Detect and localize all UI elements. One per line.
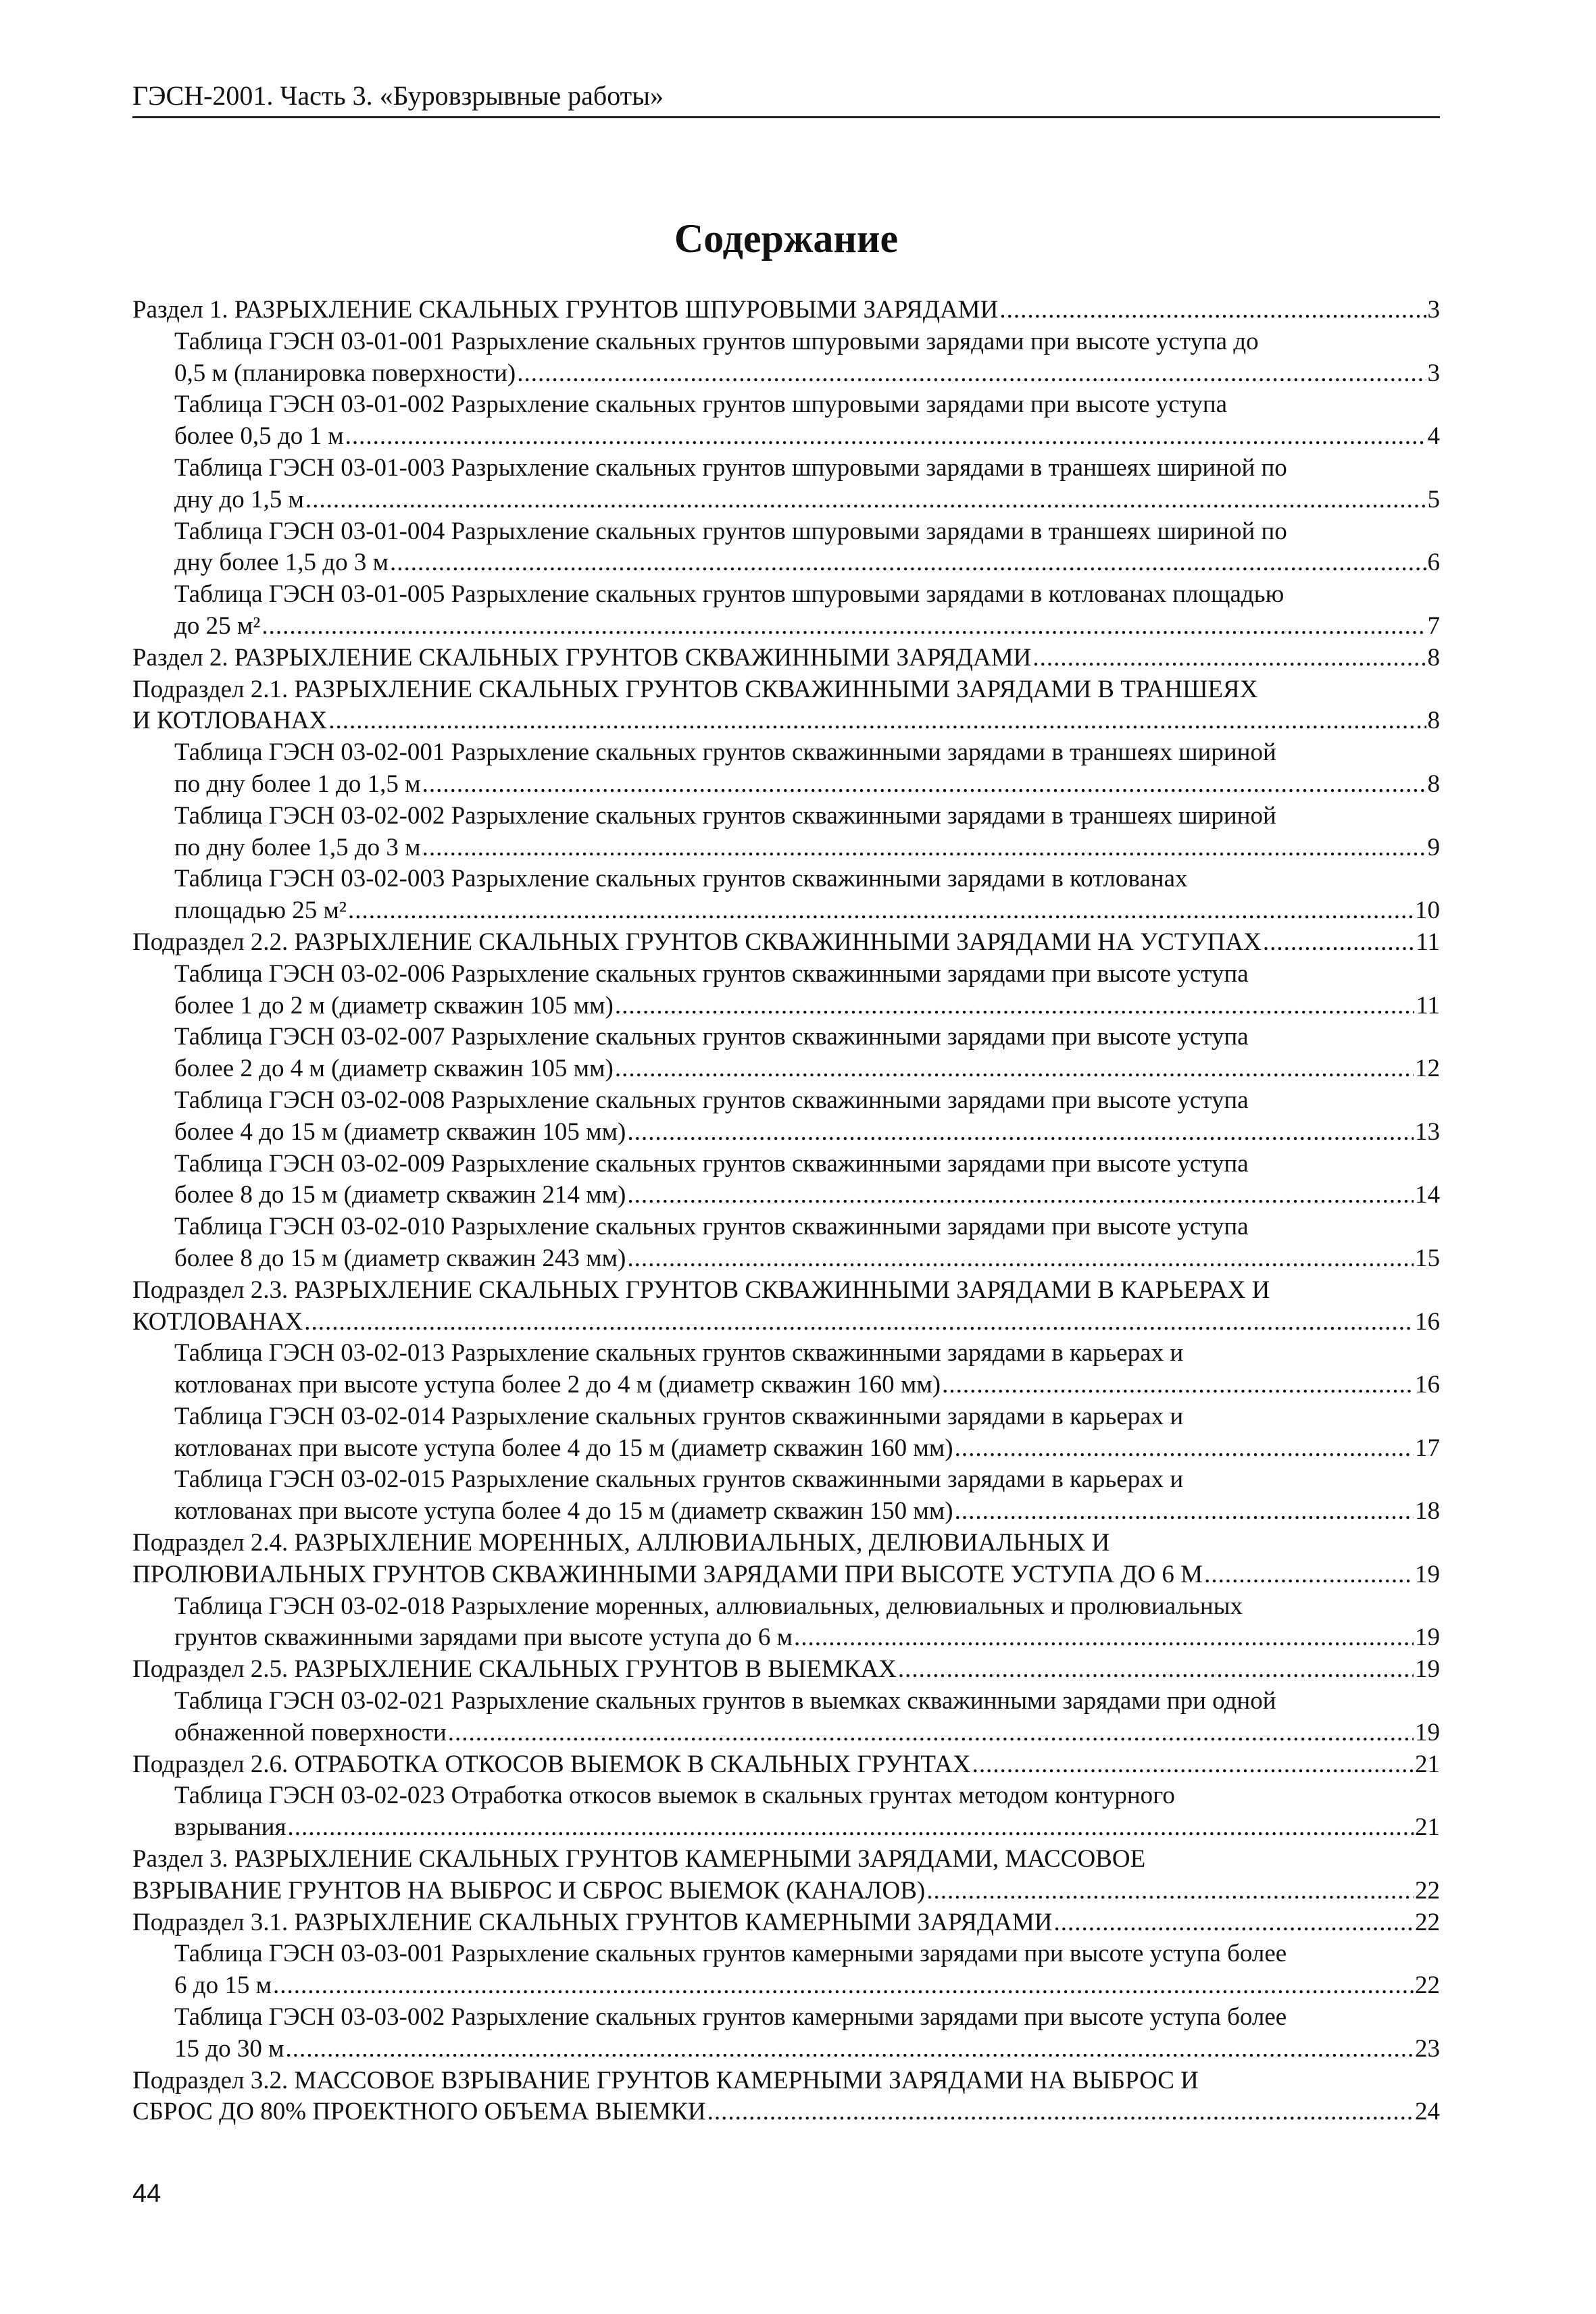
toc-entry-line: Таблица ГЭСН 03-02-018 Разрыхление моренных, аллювиальных, делювиальных и пролювиальных: [174, 1592, 1243, 1620]
toc-entry-line: Таблица ГЭСН 03-01-001 Разрыхление скальных грунтов шпуровыми зарядами при высоте уступа до: [174, 327, 1259, 355]
toc-table-entry[interactable]: [132, 1591, 1440, 1655]
toc-entry-last-line: [174, 769, 1440, 801]
toc-page-number: 23: [1415, 2034, 1440, 2063]
dot-leader: [517, 358, 1426, 390]
toc-entry-line: Таблица ГЭСН 03-02-008 Разрыхление скальных грунтов скважинными зарядами при высоте уступа: [174, 1086, 1249, 1114]
dot-leader: [286, 2034, 1414, 2065]
toc-page-number: 6: [1427, 549, 1440, 577]
toc-entry-line: Таблица ГЭСН 03-01-005 Разрыхление скальных грунтов шпуровыми зарядами в котлованах площадью: [174, 580, 1285, 609]
toc-entry-title: площадью 25 м²: [174, 897, 347, 925]
toc-entry-last-line: [132, 1654, 1440, 1686]
toc-entry-title: ВЗРЫВАНИЕ ГРУНТОВ НА ВЫБРОС И СБРОС ВЫЕМОК (КАНАЛОВ): [132, 1876, 926, 1905]
toc-section-entry[interactable]: [132, 2065, 1440, 2129]
toc-table-entry[interactable]: [132, 1401, 1440, 1465]
toc-page-number: 21: [1415, 1813, 1440, 1842]
toc-entry-last-line: [174, 358, 1440, 390]
toc-page-number: 14: [1415, 1181, 1440, 1209]
toc-page-number: 3: [1427, 296, 1440, 324]
dot-leader: [615, 990, 1415, 1022]
toc-page-number: 19: [1415, 1624, 1440, 1652]
toc-table-entry[interactable]: [132, 737, 1440, 801]
toc-entry-title: 6 до 15 м: [174, 1971, 272, 2000]
dot-leader: [955, 1433, 1414, 1465]
toc-entry-line: Таблица ГЭСН 03-02-003 Разрыхление скальных грунтов скважинными зарядами в котлованах: [174, 865, 1188, 893]
dot-leader: [287, 1812, 1414, 1844]
toc-page-number: 7: [1427, 611, 1440, 640]
toc-entry-last-line: [174, 1053, 1440, 1085]
toc-entry-last-line: [132, 705, 1440, 737]
toc-entry-last-line: [174, 1243, 1440, 1275]
toc-entry-line: Таблица ГЭСН 03-02-014 Разрыхление скальных грунтов скважинными зарядами в карьерах и: [174, 1402, 1184, 1430]
dot-leader: [1053, 1907, 1414, 1939]
toc-entry-title: дну до 1,5 м: [174, 485, 304, 513]
toc-page-number: 8: [1427, 707, 1440, 735]
dot-leader: [627, 1117, 1414, 1149]
toc-entry-last-line: [174, 990, 1440, 1022]
toc-entry-last-line: [174, 832, 1440, 864]
toc-entry-title: Подраздел 2.6. ОТРАБОТКА ОТКОСОВ ВЫЕМОК В СКАЛЬНЫХ ГРУНТАХ: [132, 1750, 971, 1778]
toc-page-number: 11: [1416, 991, 1440, 1020]
toc-entry-last-line: [174, 1496, 1440, 1528]
toc-entry-last-line: [132, 1876, 1440, 1907]
dot-leader: [304, 1307, 1414, 1338]
toc-entry-line: Раздел 3. РАЗРЫХЛЕНИЕ СКАЛЬНЫХ ГРУНТОВ КАМЕРНЫМИ ЗАРЯДАМИ, МАССОВОЕ: [132, 1845, 1146, 1873]
toc-page-number: 18: [1415, 1497, 1440, 1526]
dot-leader: [305, 484, 1426, 516]
dot-leader: [328, 705, 1426, 737]
toc-entry-last-line: [132, 2096, 1440, 2128]
dot-leader: [348, 895, 1414, 927]
toc-page-number: 5: [1427, 485, 1440, 513]
toc-page-number: 16: [1415, 1307, 1440, 1336]
toc-entry-last-line: [174, 1622, 1440, 1654]
toc-entry-title: Подраздел 2.5. РАЗРЫХЛЕНИЕ СКАЛЬНЫХ ГРУНТОВ В ВЫЕМКАХ: [132, 1655, 897, 1684]
toc-entry-last-line: [174, 1970, 1440, 2002]
toc-entry-last-line: [174, 1180, 1440, 1211]
toc-table-entry[interactable]: [132, 1464, 1440, 1528]
dot-leader: [972, 1749, 1414, 1781]
toc-entry-line: Таблица ГЭСН 03-02-009 Разрыхление скальных грунтов скважинными зарядами при высоте уступа: [174, 1149, 1249, 1178]
toc-entry-title: обнаженной поверхности: [174, 1718, 447, 1746]
toc-entry-title: до 25 м²: [174, 611, 261, 640]
toc-page-number: 21: [1415, 1750, 1440, 1778]
toc-table-entry[interactable]: [132, 579, 1440, 643]
dot-leader: [615, 1053, 1414, 1085]
toc-page-number: 10: [1415, 897, 1440, 925]
toc-entry-line: Таблица ГЭСН 03-02-010 Разрыхление скальных грунтов скважинными зарядами при высоте уступа: [174, 1213, 1249, 1241]
toc-page-number: 13: [1415, 1117, 1440, 1146]
toc-entry-last-line: [132, 1559, 1440, 1591]
toc-section-entry[interactable]: [132, 1275, 1440, 1338]
toc-entry-line: Таблица ГЭСН 03-02-013 Разрыхление скальных грунтов скважинными зарядами в карьерах и: [174, 1339, 1184, 1367]
toc-entry-title: ПРОЛЮВИАЛЬНЫХ ГРУНТОВ СКВАЖИННЫМИ ЗАРЯДАМИ ПРИ ВЫСОТЕ УСТУПА ДО 6 М: [132, 1560, 1203, 1588]
dot-leader: [1263, 927, 1415, 959]
dot-leader: [448, 1717, 1414, 1749]
toc-table-entry[interactable]: [132, 1149, 1440, 1212]
toc-entry-line: Таблица ГЭСН 03-01-004 Разрыхление скальных грунтов шпуровыми зарядами в траншеях шириной по: [174, 517, 1287, 545]
toc-entry-last-line: [132, 295, 1440, 326]
toc-entry-last-line: [132, 1307, 1440, 1338]
toc-entry-title: КОТЛОВАНАХ: [132, 1307, 303, 1336]
toc-page-number: 22: [1415, 1908, 1440, 1936]
toc-entry-title: грунтов скважинными зарядами при высоте уступа до 6 м: [174, 1624, 793, 1652]
dot-leader: [999, 295, 1426, 326]
dot-leader: [273, 1970, 1414, 2002]
toc-entry-line: Таблица ГЭСН 03-02-021 Разрыхление скальных грунтов в выемках скважинными зарядами при одной: [174, 1687, 1276, 1715]
dot-leader: [898, 1654, 1414, 1686]
toc-entry-line: Таблица ГЭСН 03-03-002 Разрыхление скальных грунтов камерными зарядами при высоте уступа более: [174, 2003, 1287, 2032]
toc-entry-last-line: [174, 895, 1440, 927]
toc-page-number: 16: [1415, 1371, 1440, 1399]
toc-entry-last-line: [174, 1369, 1440, 1401]
toc-entry-title: более 1 до 2 м (диаметр скважин 105 мм): [174, 991, 614, 1020]
toc-entry-title: 0,5 м (планировка поверхности): [174, 359, 516, 387]
toc-entry-last-line: [132, 643, 1440, 674]
toc-table-entry[interactable]: [132, 1938, 1440, 2002]
toc-entry-title: 15 до 30 м: [174, 2034, 284, 2063]
toc-entry-line: Таблица ГЭСН 03-02-023 Отработка откосов выемок в скальных грунтах методом контурного: [174, 1782, 1175, 1810]
toc-section-entry[interactable]: [132, 1528, 1440, 1591]
toc-entry-title: котлованах при высоте уступа более 4 до 15 м (диаметр скважин 150 мм): [174, 1497, 953, 1526]
toc-entry-last-line: [132, 1907, 1440, 1939]
toc-entry-title: более 4 до 15 м (диаметр скважин 105 мм): [174, 1117, 626, 1146]
dot-leader: [942, 1369, 1414, 1401]
page-number: 44: [132, 2180, 161, 2208]
toc-page-number: 8: [1427, 643, 1440, 672]
toc-entry-last-line: [132, 927, 1440, 959]
toc-section-entry[interactable]: [132, 295, 1440, 326]
dot-leader: [794, 1622, 1414, 1654]
toc-table-entry[interactable]: [132, 326, 1440, 390]
toc-section-entry[interactable]: [132, 1749, 1440, 1781]
toc-table-entry[interactable]: [132, 1022, 1440, 1085]
toc-entry-title: котлованах при высоте уступа более 2 до 4 м (диаметр скважин 160 мм): [174, 1371, 941, 1399]
dot-leader: [627, 1243, 1414, 1275]
toc-section-entry[interactable]: [132, 1844, 1440, 1907]
toc-page-number: 8: [1427, 770, 1440, 798]
toc-page-number: 19: [1415, 1718, 1440, 1746]
toc-page-number: 9: [1427, 833, 1440, 861]
dot-leader: [422, 769, 1426, 801]
toc-entry-title: взрывания: [174, 1813, 286, 1842]
toc-entry-title: Раздел 2. РАЗРЫХЛЕНИЕ СКАЛЬНЫХ ГРУНТОВ СКВАЖИННЫМИ ЗАРЯДАМИ: [132, 643, 1032, 672]
toc-entry-line: Таблица ГЭСН 03-01-003 Разрыхление скальных грунтов шпуровыми зарядами в траншеях шириной по: [174, 453, 1287, 482]
toc-entry-line: Подраздел 2.4. РАЗРЫХЛЕНИЕ МОРЕННЫХ, АЛЛЮВИАЛЬНЫХ, ДЕЛЮВИАЛЬНЫХ И: [132, 1529, 1110, 1557]
toc-page-number: 11: [1416, 928, 1440, 956]
running-header: ГЭСН-2001. Часть 3. «Буровзрывные работы»: [132, 80, 664, 111]
toc-table-entry[interactable]: [132, 453, 1440, 516]
toc-section-entry[interactable]: [132, 643, 1440, 674]
toc-entry-last-line: [174, 547, 1440, 579]
toc-entry-line: Таблица ГЭСН 03-02-015 Разрыхление скальных грунтов скважинными зарядами в карьерах и: [174, 1465, 1184, 1494]
dot-leader: [1204, 1559, 1414, 1591]
toc-entry-last-line: [174, 1717, 1440, 1749]
toc-entry-line: Таблица ГЭСН 03-03-001 Разрыхление скальных грунтов камерными зарядами при высоте уступа более: [174, 1940, 1287, 1968]
toc-page-number: 19: [1415, 1560, 1440, 1588]
toc-entry-last-line: [174, 2034, 1440, 2065]
dot-leader: [707, 2096, 1414, 2128]
toc-table-entry[interactable]: [132, 959, 1440, 1022]
toc-entry-title: более 2 до 4 м (диаметр скважин 105 мм): [174, 1055, 614, 1083]
page-title: Содержание: [674, 216, 899, 261]
toc-entry-last-line: [174, 1812, 1440, 1844]
dot-leader: [1032, 643, 1426, 674]
toc-entry-title: более 8 до 15 м (диаметр скважин 214 мм): [174, 1181, 626, 1209]
toc-entry-title: более 0,5 до 1 м: [174, 422, 344, 451]
dot-leader: [926, 1876, 1414, 1907]
toc-entry-line: Таблица ГЭСН 03-02-002 Разрыхление скальных грунтов скважинными зарядами в траншеях шириной: [174, 801, 1276, 830]
toc-page-number: 24: [1415, 2098, 1440, 2126]
toc-entry-last-line: [174, 1433, 1440, 1465]
toc-entry-line: Подраздел 2.1. РАЗРЫХЛЕНИЕ СКАЛЬНЫХ ГРУНТОВ СКВАЖИННЫМИ ЗАРЯДАМИ В ТРАНШЕЯХ: [132, 675, 1258, 703]
dot-leader: [390, 547, 1426, 579]
toc-table-entry[interactable]: [132, 1085, 1440, 1149]
toc-entry-last-line: [174, 1117, 1440, 1149]
toc-entry-line: Подраздел 3.2. МАССОВОЕ ВЗРЫВАНИЕ ГРУНТОВ КАМЕРНЫМИ ЗАРЯДАМИ НА ВЫБРОС И: [132, 2066, 1199, 2094]
dot-leader: [627, 1180, 1414, 1211]
toc-section-entry[interactable]: [132, 1654, 1440, 1686]
toc-entry-last-line: [174, 421, 1440, 453]
toc-section-entry[interactable]: [132, 674, 1440, 738]
dot-leader: [422, 832, 1426, 864]
toc-entry-line: Таблица ГЭСН 03-01-002 Разрыхление скальных грунтов шпуровыми зарядами при высоте уступа: [174, 391, 1228, 419]
toc-entry-title: дну более 1,5 до 3 м: [174, 549, 389, 577]
toc-entry-title: по дну более 1 до 1,5 м: [174, 770, 421, 798]
toc-page-number: 22: [1415, 1876, 1440, 1905]
toc-page-number: 22: [1415, 1971, 1440, 2000]
toc-entry-last-line: [174, 484, 1440, 516]
toc-entry-line: Таблица ГЭСН 03-02-001 Разрыхление скальных грунтов скважинными зарядами в траншеях шириной: [174, 738, 1276, 767]
toc-entry-title: котлованах при высоте уступа более 4 до 15 м (диаметр скважин 160 мм): [174, 1434, 953, 1462]
toc-page-number: 17: [1415, 1434, 1440, 1462]
toc-entry-title: по дну более 1,5 до 3 м: [174, 833, 421, 861]
toc-table-entry[interactable]: [132, 389, 1440, 453]
toc-section-entry[interactable]: [132, 927, 1440, 959]
toc-table-entry[interactable]: [132, 801, 1440, 864]
toc-entry-title: Подраздел 3.1. РАЗРЫХЛЕНИЕ СКАЛЬНЫХ ГРУНТОВ КАМЕРНЫМИ ЗАРЯДАМИ: [132, 1908, 1053, 1936]
toc-entry-title: И КОТЛОВАНАХ: [132, 707, 328, 735]
toc-table-entry[interactable]: [132, 1780, 1440, 1844]
header-rule: [132, 116, 1440, 118]
dot-leader: [261, 611, 1426, 643]
toc-page-number: 19: [1415, 1655, 1440, 1684]
toc-entry-title: Раздел 1. РАЗРЫХЛЕНИЕ СКАЛЬНЫХ ГРУНТОВ ШПУРОВЫМИ ЗАРЯДАМИ: [132, 296, 999, 324]
toc-section-entry[interactable]: [132, 1907, 1440, 1939]
toc-entry-line: Таблица ГЭСН 03-02-007 Разрыхление скальных грунтов скважинными зарядами при высоте уступа: [174, 1023, 1249, 1051]
dot-leader: [955, 1496, 1414, 1528]
toc-table-entry[interactable]: [132, 2002, 1440, 2065]
dot-leader: [345, 421, 1426, 453]
toc-page-number: 3: [1427, 359, 1440, 387]
toc-table-entry[interactable]: [132, 863, 1440, 927]
toc-table-entry[interactable]: [132, 1211, 1440, 1275]
toc-page-number: 15: [1415, 1244, 1440, 1272]
toc-page-number: 4: [1427, 422, 1440, 451]
toc-entry-title: более 8 до 15 м (диаметр скважин 243 мм): [174, 1244, 626, 1272]
toc-entry-last-line: [132, 1749, 1440, 1781]
toc-entry-line: Таблица ГЭСН 03-02-006 Разрыхление скальных грунтов скважинными зарядами при высоте уступа: [174, 959, 1249, 988]
toc-entry-title: СБРОС ДО 80% ПРОЕКТНОГО ОБЪЕМА ВЫЕМКИ: [132, 2098, 706, 2126]
toc-table-entry[interactable]: [132, 516, 1440, 580]
toc-entry-title: Подраздел 2.2. РАЗРЫХЛЕНИЕ СКАЛЬНЫХ ГРУНТОВ СКВАЖИННЫМИ ЗАРЯДАМИ НА УСТУПАХ: [132, 928, 1262, 956]
toc-table-entry[interactable]: [132, 1686, 1440, 1749]
table-of-contents: [132, 295, 1440, 2128]
toc-entry-last-line: [174, 611, 1440, 643]
toc-page-number: 12: [1415, 1055, 1440, 1083]
toc-entry-line: Подраздел 2.3. РАЗРЫХЛЕНИЕ СКАЛЬНЫХ ГРУНТОВ СКВАЖИННЫМИ ЗАРЯДАМИ В КАРЬЕРАХ И: [132, 1276, 1270, 1304]
toc-table-entry[interactable]: [132, 1338, 1440, 1401]
